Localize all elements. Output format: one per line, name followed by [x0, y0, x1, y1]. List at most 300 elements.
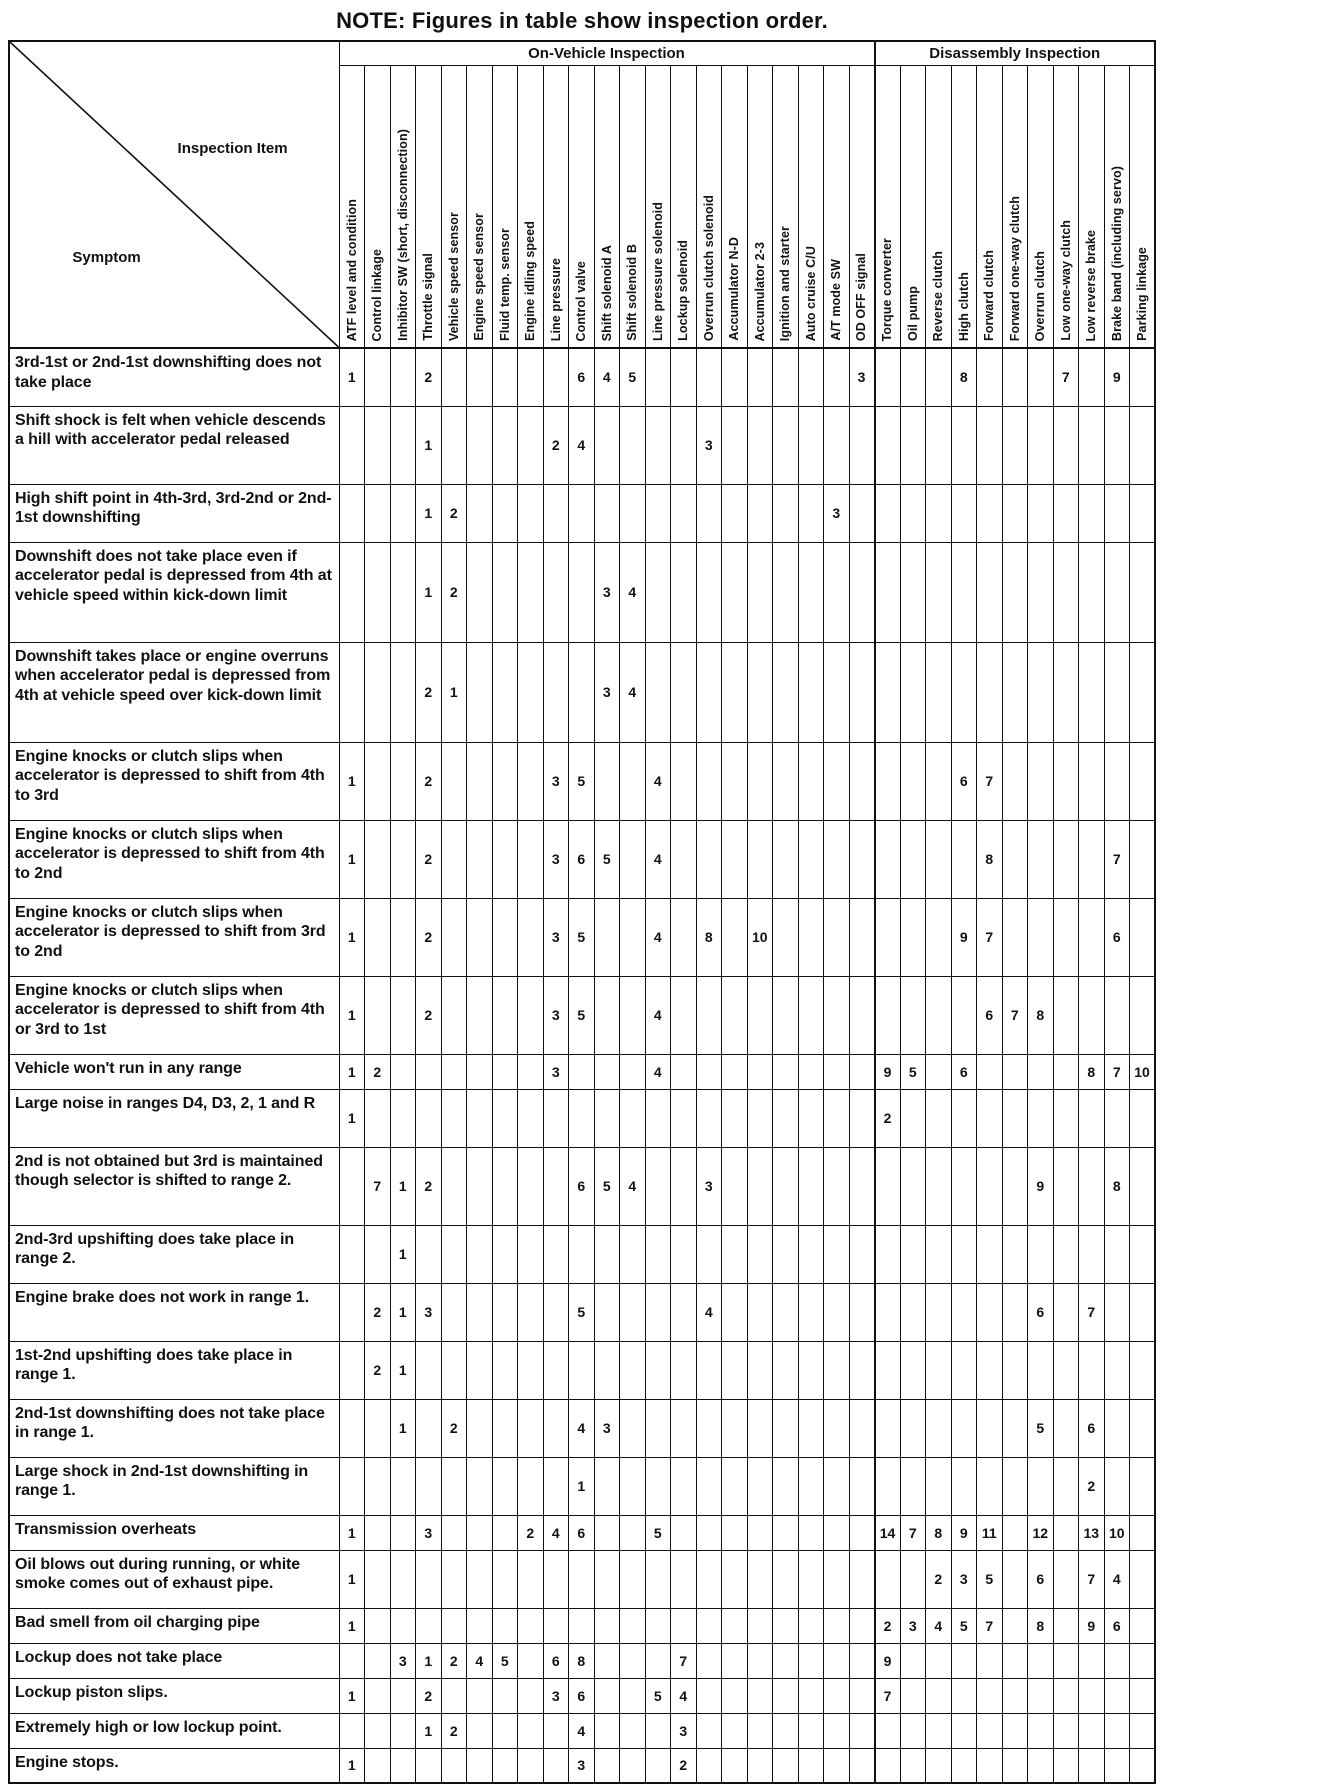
order-cell	[875, 976, 901, 1054]
order-cell	[594, 1678, 620, 1713]
order-cell	[1002, 1457, 1028, 1515]
order-cell	[365, 1678, 391, 1713]
order-cell: 4	[645, 898, 671, 976]
order-cell: 4	[620, 1147, 646, 1225]
order-cell	[951, 1748, 977, 1783]
order-cell	[645, 484, 671, 542]
corner-diagonal-line	[10, 42, 339, 347]
order-cell	[569, 1608, 595, 1643]
order-cell	[543, 1147, 569, 1225]
order-cell: 11	[977, 1515, 1003, 1550]
order-cell	[416, 1089, 442, 1147]
order-cell	[1079, 1341, 1105, 1399]
order-cell: 5	[569, 898, 595, 976]
order-cell	[1079, 1225, 1105, 1283]
order-cell	[645, 542, 671, 642]
order-cell: 1	[339, 1678, 365, 1713]
order-cell	[1002, 1147, 1028, 1225]
order-cell	[824, 1713, 850, 1748]
order-cell	[1002, 642, 1028, 742]
order-cell	[747, 1678, 773, 1713]
order-cell	[543, 348, 569, 406]
column-header-label: Inhibitor SW (short, disconnection)	[395, 129, 410, 341]
column-header-label: Forward one-way clutch	[1007, 195, 1022, 341]
order-cell	[518, 542, 544, 642]
column-header	[1130, 65, 1156, 348]
order-cell: 6	[543, 1643, 569, 1678]
order-cell	[1053, 484, 1079, 542]
order-cell	[977, 1225, 1003, 1283]
order-cell: 6	[1104, 1608, 1130, 1643]
order-cell	[620, 1515, 646, 1550]
order-cell	[926, 1643, 952, 1678]
column-header-label: Overrun clutch solenoid	[701, 194, 716, 341]
order-cell	[671, 1147, 697, 1225]
order-cell: 3	[671, 1713, 697, 1748]
order-cell	[1053, 1515, 1079, 1550]
order-cell	[620, 742, 646, 820]
column-header-label: Low reverse brake	[1084, 229, 1098, 341]
order-cell	[875, 742, 901, 820]
order-cell	[441, 1147, 467, 1225]
order-cell	[1028, 1643, 1054, 1678]
order-cell	[492, 1678, 518, 1713]
order-cell	[773, 898, 799, 976]
order-cell: 1	[339, 348, 365, 406]
symptom-cell: High shift point in 4th-3rd, 3rd-2nd or 2nd-1st downshifting	[9, 484, 339, 542]
order-cell	[594, 742, 620, 820]
order-cell	[416, 1550, 442, 1608]
order-cell	[569, 642, 595, 742]
order-cell	[722, 820, 748, 898]
order-cell: 5	[594, 820, 620, 898]
order-cell	[696, 1643, 722, 1678]
order-cell	[390, 348, 416, 406]
order-cell	[620, 1457, 646, 1515]
order-cell	[747, 1550, 773, 1608]
order-cell	[1104, 406, 1130, 484]
order-cell	[722, 1283, 748, 1341]
symptom-cell: 3rd-1st or 2nd-1st downshifting does not take place	[9, 348, 339, 406]
order-cell	[824, 1089, 850, 1147]
order-cell: 2	[875, 1608, 901, 1643]
order-cell	[773, 1147, 799, 1225]
order-cell	[875, 1225, 901, 1283]
symptom-row	[9, 1147, 1155, 1225]
symptom-cell: Engine knocks or clutch slips when accelerator is depressed to shift from 3rd to 2nd	[9, 898, 339, 976]
order-cell	[1028, 1341, 1054, 1399]
order-cell	[773, 1054, 799, 1089]
order-cell	[849, 1457, 875, 1515]
order-cell	[926, 406, 952, 484]
order-cell	[518, 1283, 544, 1341]
order-cell	[365, 406, 391, 484]
symptom-row	[9, 1457, 1155, 1515]
order-cell	[1053, 1457, 1079, 1515]
column-header	[900, 65, 926, 348]
order-cell: 4	[569, 1399, 595, 1457]
order-cell	[747, 1713, 773, 1748]
order-cell: 9	[951, 1515, 977, 1550]
order-cell	[1002, 1054, 1028, 1089]
order-cell: 3	[543, 898, 569, 976]
order-cell	[467, 1089, 493, 1147]
order-cell	[773, 1643, 799, 1678]
order-cell	[875, 348, 901, 406]
order-cell	[543, 542, 569, 642]
order-cell	[1053, 406, 1079, 484]
order-cell	[773, 1550, 799, 1608]
order-cell: 5	[951, 1608, 977, 1643]
order-cell	[798, 1713, 824, 1748]
order-cell	[594, 1608, 620, 1643]
order-cell	[951, 1678, 977, 1713]
order-cell	[1130, 1147, 1156, 1225]
order-cell	[594, 484, 620, 542]
order-cell	[696, 1399, 722, 1457]
order-cell	[696, 1089, 722, 1147]
order-cell	[747, 976, 773, 1054]
order-cell	[492, 1283, 518, 1341]
order-cell	[467, 976, 493, 1054]
order-cell	[849, 542, 875, 642]
order-cell	[849, 1515, 875, 1550]
symptom-row	[9, 1054, 1155, 1089]
order-cell	[696, 1225, 722, 1283]
order-cell	[951, 484, 977, 542]
order-cell	[696, 1713, 722, 1748]
order-cell	[696, 1550, 722, 1608]
order-cell: 7	[977, 1608, 1003, 1643]
column-header-label: Line pressure	[548, 257, 563, 341]
order-cell	[926, 820, 952, 898]
order-cell	[747, 1457, 773, 1515]
order-cell	[747, 1515, 773, 1550]
order-cell	[518, 348, 544, 406]
order-cell	[824, 1399, 850, 1457]
order-cell	[900, 348, 926, 406]
order-cell: 9	[875, 1643, 901, 1678]
order-cell: 2	[416, 742, 442, 820]
order-cell	[1028, 1713, 1054, 1748]
order-cell: 1	[339, 898, 365, 976]
order-cell	[1130, 1225, 1156, 1283]
column-header-label: High clutch	[956, 271, 971, 341]
order-cell	[365, 1713, 391, 1748]
order-cell	[824, 1054, 850, 1089]
order-cell	[951, 406, 977, 484]
order-cell	[875, 1283, 901, 1341]
order-cell	[390, 484, 416, 542]
order-cell	[339, 1643, 365, 1678]
order-cell	[951, 1089, 977, 1147]
order-cell: 6	[569, 1678, 595, 1713]
order-cell	[900, 1399, 926, 1457]
order-cell	[900, 1283, 926, 1341]
order-cell	[620, 1608, 646, 1643]
order-cell	[620, 484, 646, 542]
order-cell	[569, 484, 595, 542]
order-cell	[1028, 1457, 1054, 1515]
order-cell	[492, 1399, 518, 1457]
order-cell	[339, 1399, 365, 1457]
symptom-row	[9, 1089, 1155, 1147]
order-cell: 2	[441, 542, 467, 642]
order-cell	[467, 898, 493, 976]
order-cell	[1104, 1399, 1130, 1457]
order-cell	[365, 1550, 391, 1608]
order-cell	[1053, 1678, 1079, 1713]
order-cell: 8	[569, 1643, 595, 1678]
order-cell	[441, 820, 467, 898]
corner-label-symptom: Symptom	[72, 249, 141, 267]
order-cell: 1	[339, 1054, 365, 1089]
order-cell	[620, 1341, 646, 1399]
order-cell	[722, 1225, 748, 1283]
order-cell	[849, 1399, 875, 1457]
order-cell	[645, 1550, 671, 1608]
order-cell	[1130, 642, 1156, 742]
order-cell: 7	[1002, 976, 1028, 1054]
order-cell	[543, 1748, 569, 1783]
order-cell: 4	[569, 406, 595, 484]
column-header	[1104, 65, 1130, 348]
order-cell	[747, 1399, 773, 1457]
order-cell	[875, 898, 901, 976]
order-cell	[977, 1089, 1003, 1147]
order-cell	[569, 1550, 595, 1608]
order-cell: 9	[1028, 1147, 1054, 1225]
order-cell: 4	[467, 1643, 493, 1678]
order-cell	[722, 742, 748, 820]
order-cell	[696, 1678, 722, 1713]
order-cell	[594, 1283, 620, 1341]
column-header-label: Throttle signal	[421, 253, 435, 341]
order-cell	[1079, 976, 1105, 1054]
order-cell	[365, 1748, 391, 1783]
order-cell	[492, 348, 518, 406]
column-header-label: Lockup solenoid	[676, 240, 690, 341]
order-cell: 2	[671, 1748, 697, 1783]
order-cell	[798, 1225, 824, 1283]
order-cell: 4	[645, 820, 671, 898]
order-cell: 2	[416, 1678, 442, 1713]
order-cell: 1	[339, 820, 365, 898]
order-cell	[671, 1399, 697, 1457]
order-cell	[620, 1713, 646, 1748]
symptom-row	[9, 1678, 1155, 1713]
order-cell	[926, 1283, 952, 1341]
order-cell	[926, 1399, 952, 1457]
order-cell	[1028, 484, 1054, 542]
symptom-cell: Bad smell from oil charging pipe	[9, 1608, 339, 1643]
order-cell: 3	[543, 1678, 569, 1713]
order-cell: 1	[339, 1089, 365, 1147]
order-cell	[1079, 1748, 1105, 1783]
symptom-row	[9, 1643, 1155, 1678]
order-cell	[1053, 1225, 1079, 1283]
order-cell	[696, 820, 722, 898]
order-cell: 2	[365, 1054, 391, 1089]
order-cell: 8	[1104, 1147, 1130, 1225]
order-cell	[339, 642, 365, 742]
order-cell	[1053, 1399, 1079, 1457]
order-cell: 5	[569, 1283, 595, 1341]
order-cell	[1130, 1678, 1156, 1713]
symptom-row	[9, 1608, 1155, 1643]
order-cell	[543, 1399, 569, 1457]
order-cell	[722, 484, 748, 542]
order-cell	[977, 1054, 1003, 1089]
order-cell: 7	[1079, 1283, 1105, 1341]
order-cell: 5	[594, 1147, 620, 1225]
order-cell	[747, 406, 773, 484]
order-cell	[620, 1225, 646, 1283]
order-cell	[671, 976, 697, 1054]
order-cell	[824, 1550, 850, 1608]
order-cell	[900, 642, 926, 742]
column-header-label: Low one-way clutch	[1058, 220, 1073, 341]
order-cell	[1053, 1283, 1079, 1341]
order-cell	[671, 484, 697, 542]
order-cell	[620, 1089, 646, 1147]
order-cell	[977, 484, 1003, 542]
order-cell	[620, 1550, 646, 1608]
order-cell: 2	[875, 1089, 901, 1147]
order-cell	[900, 1147, 926, 1225]
order-cell	[645, 1341, 671, 1399]
order-cell	[492, 898, 518, 976]
order-cell	[365, 1457, 391, 1515]
column-header	[977, 65, 1003, 348]
order-cell	[390, 1713, 416, 1748]
order-cell	[543, 1713, 569, 1748]
order-cell	[518, 1341, 544, 1399]
order-cell	[620, 1283, 646, 1341]
order-cell	[543, 1225, 569, 1283]
order-cell: 2	[926, 1550, 952, 1608]
order-cell	[1079, 898, 1105, 976]
order-cell	[798, 1341, 824, 1399]
order-cell: 7	[1053, 348, 1079, 406]
order-cell	[543, 484, 569, 542]
order-cell: 7	[1079, 1550, 1105, 1608]
column-header-label: Oil pump	[905, 286, 920, 341]
order-cell	[722, 1713, 748, 1748]
order-cell: 4	[671, 1678, 697, 1713]
order-cell: 6	[1104, 898, 1130, 976]
order-cell	[849, 1678, 875, 1713]
column-header-label: Brake band (including servo)	[1109, 165, 1124, 341]
order-cell	[441, 1457, 467, 1515]
order-cell	[390, 1054, 416, 1089]
order-cell	[390, 820, 416, 898]
order-cell	[926, 1678, 952, 1713]
column-header-label: Forward clutch	[982, 250, 996, 341]
order-cell: 1	[416, 484, 442, 542]
order-cell	[951, 1399, 977, 1457]
order-cell	[696, 348, 722, 406]
order-cell	[798, 348, 824, 406]
order-cell	[824, 820, 850, 898]
order-cell: 3	[696, 1147, 722, 1225]
order-cell	[467, 642, 493, 742]
order-cell	[1130, 1283, 1156, 1341]
order-cell	[747, 348, 773, 406]
order-cell	[416, 1399, 442, 1457]
order-cell: 8	[1079, 1054, 1105, 1089]
order-cell	[1002, 1515, 1028, 1550]
symptom-cell: Transmission overheats	[9, 1515, 339, 1550]
order-cell	[696, 1054, 722, 1089]
order-cell	[339, 1713, 365, 1748]
order-cell: 1	[390, 1341, 416, 1399]
order-cell	[926, 542, 952, 642]
order-cell: 8	[926, 1515, 952, 1550]
order-cell: 5	[569, 742, 595, 820]
order-cell	[441, 1550, 467, 1608]
order-cell	[875, 1399, 901, 1457]
order-cell: 4	[926, 1608, 952, 1643]
order-cell	[518, 1748, 544, 1783]
order-cell	[798, 820, 824, 898]
order-cell: 3	[594, 542, 620, 642]
order-cell	[594, 1089, 620, 1147]
order-cell	[416, 1054, 442, 1089]
order-cell	[569, 542, 595, 642]
order-cell	[594, 1341, 620, 1399]
order-cell	[1104, 1457, 1130, 1515]
order-cell	[594, 1457, 620, 1515]
order-cell: 8	[1028, 1608, 1054, 1643]
order-cell	[1053, 542, 1079, 642]
order-cell	[849, 1147, 875, 1225]
order-cell	[900, 820, 926, 898]
order-cell	[365, 1608, 391, 1643]
order-cell	[951, 542, 977, 642]
order-cell	[645, 642, 671, 742]
order-cell	[492, 1225, 518, 1283]
order-cell	[951, 1225, 977, 1283]
order-cell	[441, 742, 467, 820]
order-cell	[1002, 406, 1028, 484]
order-cell	[875, 1713, 901, 1748]
order-cell	[1104, 642, 1130, 742]
order-cell	[518, 1089, 544, 1147]
column-header	[671, 65, 697, 348]
order-cell	[798, 1748, 824, 1783]
order-cell: 6	[569, 1147, 595, 1225]
order-cell: 9	[875, 1054, 901, 1089]
order-cell	[722, 406, 748, 484]
order-cell	[390, 1608, 416, 1643]
order-cell	[747, 1341, 773, 1399]
order-cell	[849, 898, 875, 976]
order-cell	[977, 642, 1003, 742]
order-cell	[849, 1713, 875, 1748]
order-cell	[518, 1643, 544, 1678]
order-cell	[467, 1713, 493, 1748]
order-cell	[1130, 542, 1156, 642]
column-header	[339, 65, 365, 348]
order-cell	[645, 1283, 671, 1341]
column-header	[365, 65, 391, 348]
order-cell	[390, 1550, 416, 1608]
order-cell	[1053, 1550, 1079, 1608]
order-cell: 4	[645, 742, 671, 820]
order-cell	[492, 642, 518, 742]
order-cell	[722, 642, 748, 742]
